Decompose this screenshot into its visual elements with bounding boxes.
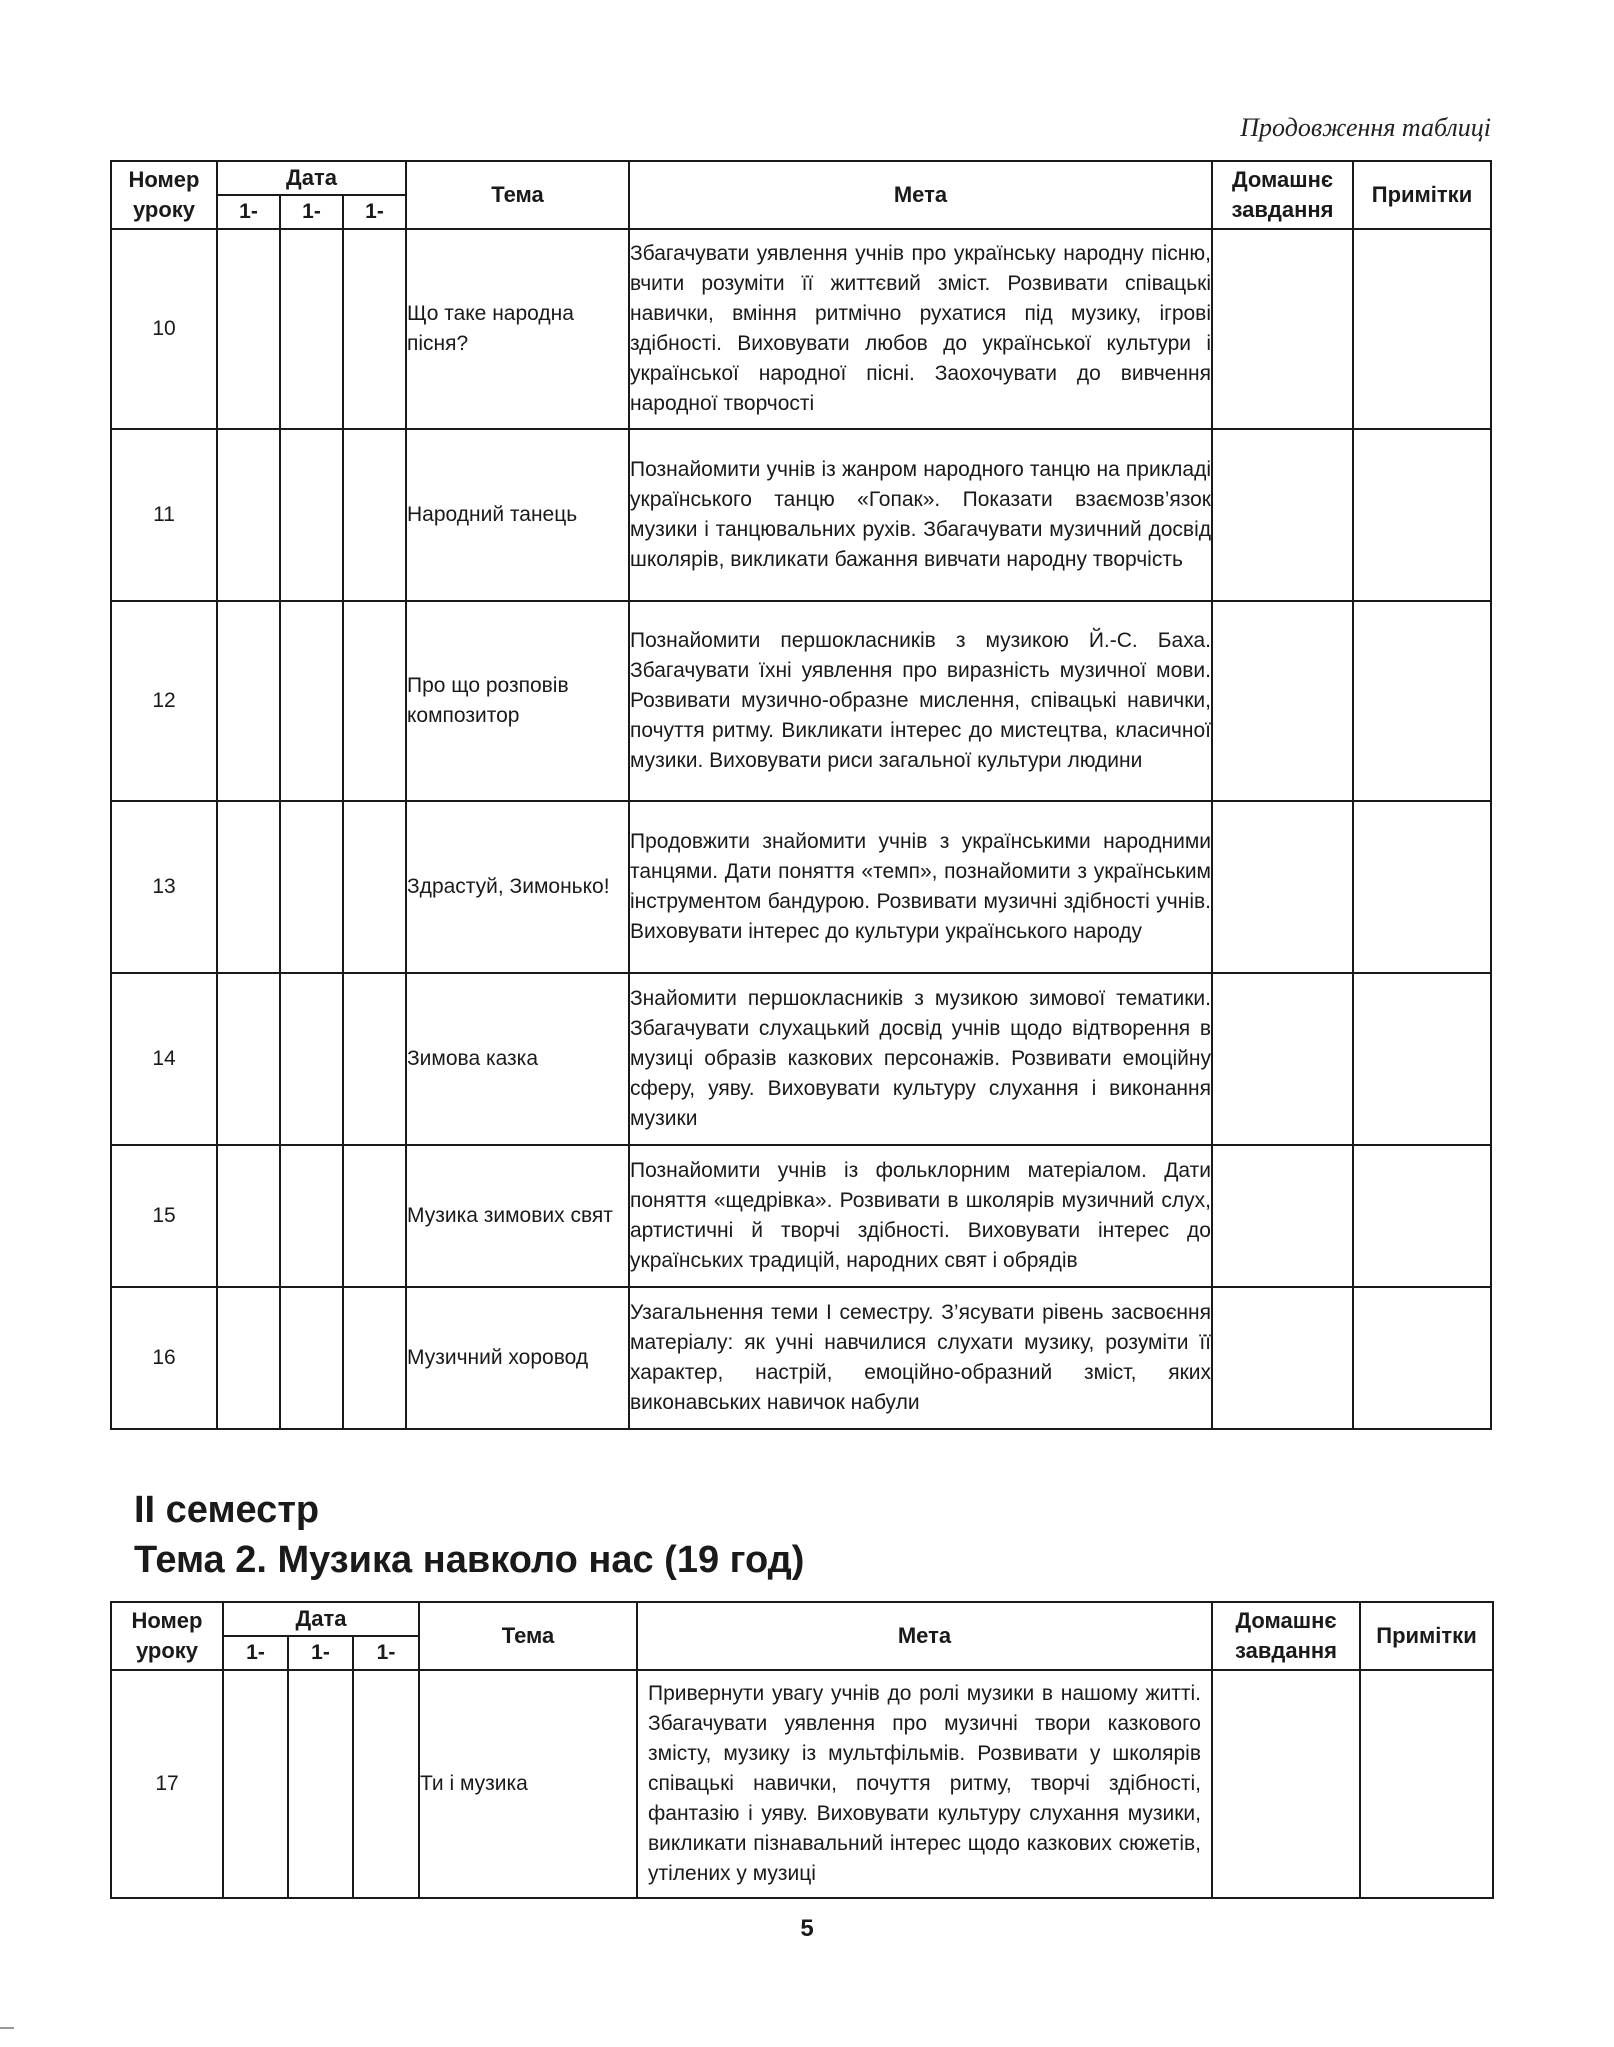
lesson-topic: Музика зимових свят — [406, 1145, 629, 1287]
header-number: Номер уроку — [111, 161, 217, 229]
lesson-topic: Що таке народна пісня? — [406, 229, 629, 429]
lesson-number: 13 — [111, 801, 217, 973]
table-row — [111, 1670, 1493, 1898]
header-date-sub: 1- — [343, 195, 406, 229]
lesson-table-new — [110, 1601, 1494, 1899]
theme-title: Тема 2. Музика навколо нас (19 год) — [134, 1539, 805, 1581]
header-homework: Домашнє завдання — [1212, 1602, 1360, 1670]
lesson-number: 14 — [111, 973, 217, 1145]
header-homework: Домашнє завдання — [1212, 161, 1353, 229]
table-row — [111, 1287, 1491, 1429]
lesson-topic: Про що розповів композитор — [406, 601, 629, 801]
header-goal: Мета — [629, 161, 1212, 229]
table-row — [111, 229, 1491, 429]
lesson-number: 16 — [111, 1287, 217, 1429]
lesson-goal: Познайомити першокласників з музикою Й.-С. Баха. Збагачувати їхні уявлення про виразність музичної мови. Розвивати музично-образне мислення, співацькі навички, почуття ритму. Викликати інтерес до мистецтва, класичної музики. Виховувати риси загальної культури людини — [629, 601, 1212, 801]
lesson-goal: Познайомити учнів із жанром народного танцю на прикладі українського танцю «Гопак». Показати взаємозв’язок музики і танцювальних рухів. Збагачувати музичний досвід школярів, викликати бажання вивчати народну творчість — [629, 429, 1212, 601]
table-row — [111, 1145, 1491, 1287]
lesson-table-continued — [110, 160, 1492, 1430]
header-topic: Тема — [406, 161, 629, 229]
header-notes: Примітки — [1353, 161, 1491, 229]
lesson-goal: Збагачувати уявлення учнів про українську народну пісню, вчити розуміти її життєвий зміст. Розвивати співацькі навички, вміння ритмічно рухатися під музику, ігрові здібності. Виховувати любов до української культури і української народної пісні. Заохочувати до вивчення народної творчості — [629, 229, 1212, 429]
lesson-number: 17 — [111, 1670, 223, 1898]
crop-mark — [0, 2027, 14, 2029]
lesson-number: 10 — [111, 229, 217, 429]
table-row — [111, 973, 1491, 1145]
header-topic: Тема — [419, 1602, 637, 1670]
lesson-number: 12 — [111, 601, 217, 801]
lesson-topic: Народний танець — [406, 429, 629, 601]
header-goal: Мета — [637, 1602, 1212, 1670]
header-date-sub: 1- — [217, 195, 280, 229]
lesson-topic: Зимова казка — [406, 973, 629, 1145]
table-row — [111, 601, 1491, 801]
header-date-sub: 1- — [288, 1636, 353, 1670]
table-row — [111, 429, 1491, 601]
header-date-sub: 1- — [223, 1636, 288, 1670]
lesson-topic: Музичний хоровод — [406, 1287, 629, 1429]
header-number: Номер уроку — [111, 1602, 223, 1670]
header-date-sub: 1- — [353, 1636, 419, 1670]
table-row — [111, 801, 1491, 973]
lesson-number: 15 — [111, 1145, 217, 1287]
lesson-goal: Узагальнення теми І семестру. З’ясувати рівень засвоєння матеріалу: як учні навчилися слухати музику, розуміти її характер, настрій, емоційно-образний зміст, яких виконавських навичок набули — [629, 1287, 1212, 1429]
lesson-goal: Познайомити учнів із фольклорним матеріалом. Дати поняття «щедрівка». Розвивати в школярів музичний слух, артистичні й творчі здібності. Виховувати інтерес до українських традицій, народних свят і обрядів — [629, 1145, 1212, 1287]
header-date-sub: 1- — [280, 195, 343, 229]
header-date: Дата — [217, 161, 406, 195]
lesson-goal: Знайомити першокласників з музикою зимової тематики. Збагачувати слухацький досвід учнів щодо відтворення в музиці образів казкових персонажів. Розвивати емоційну сферу, уяву. Виховувати культуру слухання і виконання музики — [629, 973, 1212, 1145]
header-date: Дата — [223, 1602, 419, 1636]
lesson-number: 11 — [111, 429, 217, 601]
lesson-goal: Продовжити знайомити учнів з українськими народними танцями. Дати поняття «темп», познайомити з українським інструментом бандурою. Розвивати музичні здібності учнів. Виховувати інтерес до культури українського народу — [629, 801, 1212, 973]
lesson-goal: Привернути увагу учнів до ролі музики в нашому житті. Збагачувати уявлення про музичні твори казкового змісту, музику із мультфільмів. Розвивати у школярів співацькі навички, почуття ритму, творчі здібності, фантазію і уяву. Виховувати культуру слухання музики, викликати пізнавальний інтерес щодо казкових сюжетів, утілених у музиці — [637, 1670, 1212, 1898]
lesson-topic: Ти і музика — [419, 1670, 637, 1898]
page-number: 5 — [800, 1915, 814, 1942]
semester-title: ІІ семестр — [134, 1489, 320, 1531]
header-notes: Примітки — [1360, 1602, 1493, 1670]
lesson-topic: Здрастуй, Зимонько! — [406, 801, 629, 973]
continuation-label: Продовження таблиці — [1240, 113, 1491, 142]
